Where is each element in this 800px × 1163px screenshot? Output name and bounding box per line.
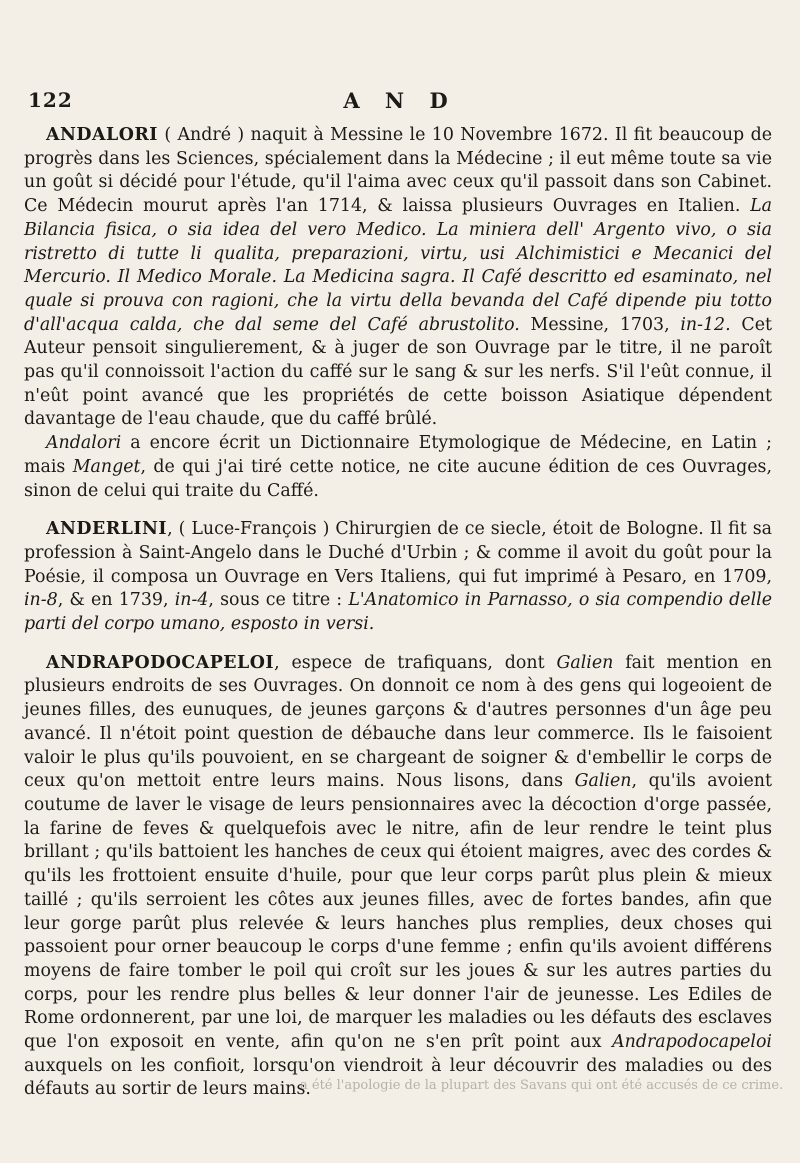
entry-text: auxquels on les confioit, lorsqu'on viendroit à leur découvrir des maladies ou des défauts au sortir de leurs mains. — [24, 1055, 772, 1100]
entry-text: ( André ) naquit à Messine le 10 Novembre 1672. Il fit beaucoup de progrès dans les Sciences, spécialement dans la Médecine ; il eut même toute sa vie un goût si décidé pour l'étude, qu'il l'aima avec ceux qu'il passoit dans son Cabinet. Ce Médecin mourut après l'an 1714, & laissa plusieurs Ouvrages en Italien. — [24, 125, 772, 217]
headword: ANDALORI — [46, 125, 158, 145]
entry-text: Messine, 1703, — [519, 314, 681, 335]
italic-term: Andrapodocapeloi — [612, 1032, 772, 1053]
entry-text: fait mention en plusieurs endroits de ses Ouvrages. On donnoit ce nom à des gens qui logeoient de jeunes filles, des eunuques, de jeunes garçons & d'autres personnes d'un âge peu avancé. Il n'étoit point question de débauche dans leur commerce. Ils le faisoient valoir le plus qu'ils pouvoient, en se chargeant de soigner & d'embellir le corps de ceux qu'on mettoit entre leurs mains. Nous lisons, dans — [24, 652, 772, 792]
entry-text: Cet Auteur pensoit singulierement, & à juger de son Ouvrage par le titre, il ne paroît pas qu'il connoissoit l'action du caffé sur le sang & sur les nerfs. S'il l'eût connue, il n'eût point avancé que les propriétés de cette boisson Asiatique dépendent davantage de l'eau chaude, que du caffé brûlé. — [24, 314, 772, 430]
italic-format: in-8 — [24, 590, 58, 611]
italic-name: Galien — [574, 771, 632, 792]
page-body — [24, 124, 772, 1102]
entry-text: , ( Luce-François ) Chirurgien de ce siecle, étoit de Bologne. Il fit sa profession à Saint-Angelo dans le Duché d'Urbin ; & comme il avoit du goût pour la Poésie, il composa un Ouvrage en Vers Italiens, qui fut imprimé à Pesaro, en 1709, — [24, 519, 772, 587]
entry-text: , de qui j'ai tiré cette notice, ne cite aucune édition de ces Ouvrages, sinon de celui qui traite du Caffé. — [24, 456, 772, 501]
headword: ANDRAPODOCAPELOI — [46, 652, 275, 673]
entry-text: a encore écrit un Dictionnaire Etymologique de Médecine, en Latin ; mais — [24, 433, 772, 477]
entry-andrapodocapeloi — [24, 652, 772, 1102]
italic-format: in-12. — [680, 314, 731, 335]
headword: ANDERLINI — [46, 519, 168, 540]
italic-title: L'Anatomico in Parnasso, o sia compendio delle parti del corpo umano, esposto in versi. — [24, 590, 772, 635]
italic-name: Andalori — [46, 433, 122, 454]
page-number: 122 — [28, 88, 73, 112]
italic-format: in-4 — [174, 590, 209, 611]
entry-text: , & en 1739, — [57, 590, 175, 611]
running-head: A N D — [343, 88, 457, 113]
show-through-text: a été l'apologie de la plupart des Savans qui ont été accusés de ce crime. — [300, 1078, 784, 1093]
entry-andalori — [24, 124, 772, 432]
entry-anderlini — [24, 518, 772, 637]
entry-text: , espece de trafiquans, dont — [274, 652, 557, 673]
entry-andalori-continued — [24, 432, 772, 503]
entry-text: , sous ce titre : — [208, 590, 349, 611]
italic-title-list: La Bilancia fisica, o sia idea del vero Medico. La miniera dell' Argento vivo, o sia ristretto di tutte li qualita, preparazioni, virtu, usi Alchimistici e Mecanici del Mercurio. Il Medico Morale. La Medicina sagra. Il Café descritto ed esaminato, nel quale si prouva con ragioni, che la virtu della bevanda del Café dipende piu totto d'all'acqua calda, che dal seme del Café abrustolito. — [24, 196, 772, 335]
page-header — [0, 88, 800, 116]
italic-name: Manget — [72, 456, 141, 477]
italic-name: Galien — [556, 652, 614, 673]
entry-text: , qu'ils avoient coutume de laver le visage de leurs pensionnaires avec la décoction d'orge passée, la farine de feves & quelquefois avec le nitre, afin de leur rendre le teint plus brillant ; qu'ils battoient les hanches de ceux qui étoient maigres, avec des cordes & qu'ils les frottoient ensuite d'huile, pour que leur corps parût plus plein & mieux taillé ; qu'ils serroient les côtes aux jeunes filles, avec de fortes bandes, afin que leur gorge parût plus relevée & leurs hanches plus remplies, deux choses qui passoient pour orner beaucoup le corps d'une femme ; enfin qu'ils avoient différens moyens de faire tomber le poil qui croît sur les joues & sur les autres parties du corps, pour les rendre plus belles & leur donner l'air de jeunesse. Les Ediles de Rome ordonnerent, par une loi, de marquer les maladies ou les défauts des esclaves que l'on exposoit en vente, afin qu'on ne s'en prît point aux — [24, 771, 772, 1053]
